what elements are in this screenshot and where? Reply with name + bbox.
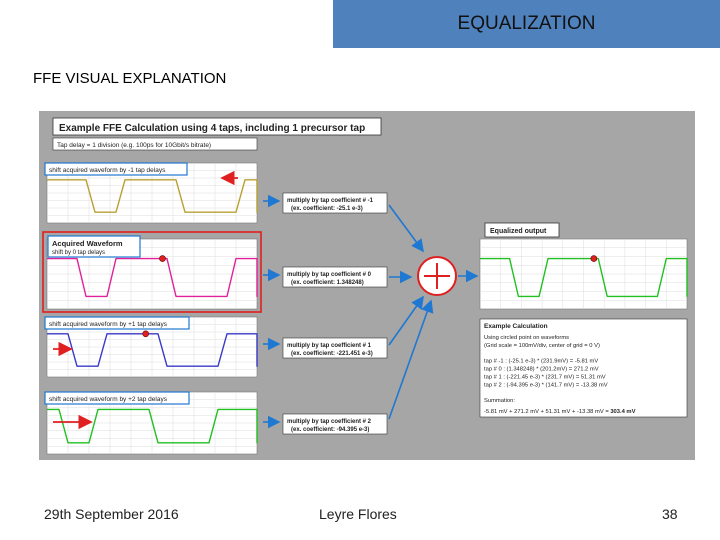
mult-line2-minus1: (ex. coefficient: -25.1 e-3): [291, 206, 363, 212]
calc-summation: [484, 409, 636, 415]
calc-line: tap # 1 : (-221.45 e-3) * (231.7 mV) = 51.31 mV: [484, 374, 606, 381]
scope-equalized: [480, 239, 687, 309]
mult-line2-plus2: (ex. coefficient: -94.395 e-3): [291, 427, 370, 433]
row-label-minus1: shift acquired waveform by -1 tap delays: [49, 167, 166, 174]
calc-line: tap # -1 : (-25.1 e-3) * (231.9mV) = -5.81 mV: [484, 358, 599, 365]
mult-line1-minus1: multiply by tap coefficient # -1: [287, 198, 374, 204]
mult-line1-0: multiply by tap coefficient # 0: [287, 272, 372, 278]
row-sublabel-0: shift by 0 tap delays: [52, 250, 106, 256]
mult-line2-0: (ex. coefficient: 1.348248): [291, 280, 364, 286]
calc-line: (Grid scale = 100mV/div, center of grid = 0 V): [484, 342, 600, 349]
equalized-label: Equalized output: [490, 228, 547, 235]
footer-page-number: 38: [662, 506, 678, 522]
calc-title: Example Calculation: [484, 323, 548, 330]
tap-delay-text: Tap delay = 1 division (e.g. 100ps for 10Gbit/s bitrate): [57, 142, 212, 149]
arrow-sum-plus2: [389, 301, 431, 419]
arrow-sum-minus1: [389, 205, 423, 251]
ffe-figure: [39, 111, 695, 460]
calc-line: tap # 2 : (-94.395 e-3) * (141.7 mV) = -13.38 mV: [484, 382, 608, 389]
slide-title: EQUALIZATION: [457, 13, 596, 34]
calc-result: 303.4 mV: [610, 409, 636, 415]
row-label-plus1: shift acquired waveform by +1 tap delays: [49, 321, 167, 328]
scope-tap-plus1-marker: [143, 331, 149, 337]
mult-line2-plus1: (ex. coefficient: -221.451 e-3): [291, 351, 373, 357]
scope-tap-0-marker: [160, 256, 166, 262]
calc-line: Summation:: [484, 398, 515, 405]
scope-equalized-marker: [591, 256, 597, 262]
mult-line1-plus2: multiply by tap coefficient # 2: [287, 419, 372, 425]
footer-date: 29th September 2016: [44, 506, 179, 522]
row-label-0: Acquired Waveform: [52, 239, 123, 248]
mult-line1-plus1: multiply by tap coefficient # 1: [287, 343, 372, 349]
row-label-plus2: shift acquired waveform by +2 tap delays: [49, 396, 167, 403]
calc-summation-text: -5.81 mV + 271.2 mV + 51.31 mV + -13.38 mV =: [484, 409, 611, 415]
calc-line: Using circled point on waveforms: [484, 335, 570, 341]
footer-author: Leyre Flores: [319, 506, 397, 522]
figure-title: Example FFE Calculation using 4 taps, including 1 precursor tap: [59, 123, 366, 134]
slide-subtitle: FFE VISUAL EXPLANATION: [33, 70, 227, 87]
calc-line: tap # 0 : (1.348248) * (201.2mV) = 271.2 mV: [484, 366, 599, 373]
